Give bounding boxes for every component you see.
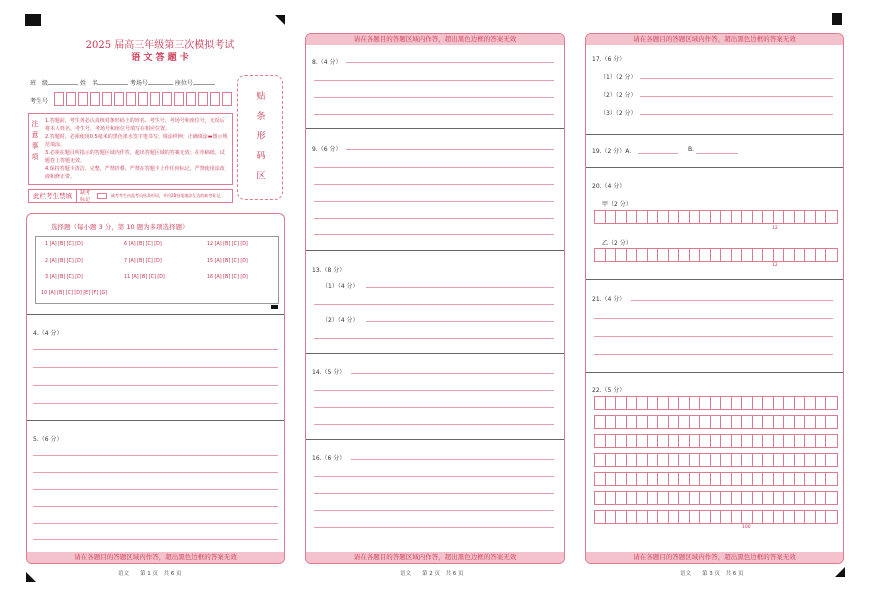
q19-a-field[interactable] (638, 153, 678, 154)
choice-row-item[interactable]: 3 [A] [B] [C] [D] (45, 275, 83, 280)
q22-count: 100 (742, 525, 751, 530)
exam-no-row (30, 92, 234, 108)
separator (586, 372, 843, 373)
notice-bar: 请在各题目的答题区域内作答，超出黑色边框的答案无效 (306, 34, 564, 45)
absent-mark-box[interactable] (97, 193, 107, 199)
choice-row-item[interactable]: 16 [A] [B] [C] [D] (207, 275, 248, 280)
corner-mark (25, 14, 41, 26)
choice-marker (271, 305, 278, 309)
notice-title: 注意事项 (31, 120, 39, 164)
q20-a-label: 甲（2 分） (602, 201, 632, 208)
notice-item: 3.必须在题目所指示的答题区域内作答，超出答题区域的答案无效；在草稿纸、试题卷上答题无效。 (45, 150, 225, 164)
page-footer: 语文 第 2 页 共 6 页 (400, 571, 464, 577)
choice-row-item[interactable]: 12 [A] [B] [C] [D] (207, 242, 248, 247)
q19-b-label: B. (688, 146, 695, 153)
q20-a-count: 12 (772, 226, 778, 231)
q17-1-label: （1）（2 分） (600, 74, 637, 81)
notice-bar: 请在各题目的答题区域内作答，超出黑色边框的答案无效 (586, 552, 843, 563)
separator (586, 134, 843, 135)
separator (27, 420, 284, 421)
panel-page3 (585, 33, 844, 564)
class-label: 班 级 (30, 80, 49, 87)
exam-room-label: 考场号 (129, 80, 148, 87)
q21-label: 21.（4 分） (592, 296, 626, 303)
exam-room-field[interactable] (148, 84, 173, 85)
q9-label: 9.（6 分） (312, 146, 342, 153)
choice-title: 选择题（每小题 3 分，第 10 题为多项选择题） (51, 223, 189, 231)
notice-box (28, 113, 233, 185)
separator (306, 250, 564, 251)
q20-b-count: 12 (772, 263, 778, 268)
q16-label: 16.（6 分） (312, 455, 346, 462)
absent-mark-label: 缺考标记 (80, 190, 91, 203)
q20-b-label: 乙（2 分） (602, 240, 632, 247)
info-row (30, 78, 215, 87)
seat-field[interactable] (193, 84, 215, 85)
choice-row-item[interactable]: 6 [A] [B] [C] [D] (124, 242, 162, 247)
q4-label: 4.（4 分） (33, 330, 63, 337)
page-footer: 语文 第 1 页 共 6 页 (118, 571, 182, 577)
seat-label: 座位号 (174, 80, 193, 87)
notice-item: 4.保持答题卡清洁、完整，严禁折叠，严禁在答题卡上作任何标记，严禁使用涂改液和修正带。 (45, 166, 225, 180)
corner-triangle (835, 567, 845, 577)
barcode-label: 贴 条 形 码 区 (254, 91, 265, 184)
choice-row-item[interactable]: 10 [A] [B] [C] [D] [E] [F] [G] (41, 291, 108, 296)
q13-label: 13.（8 分） (312, 267, 346, 274)
separator (27, 314, 284, 315)
separator (586, 279, 843, 280)
notice-list (41, 114, 232, 184)
q13-2-label: （2）（4 分） (322, 317, 359, 324)
corner-mark (832, 13, 842, 25)
barcode-area (237, 75, 283, 200)
panel-page1 (26, 213, 285, 564)
name-field[interactable] (98, 84, 128, 85)
choice-row-item[interactable]: 7 [A] [B] [C] [D] (124, 259, 162, 264)
exam-title: 2025 届高三年级第三次模拟考试 (85, 40, 235, 51)
choice-row-item[interactable]: 11 [A] [B] [C] [D] (124, 275, 165, 280)
page-footer: 语文 第 3 页 共 6 页 (680, 571, 744, 577)
q17-2-label: （2）（2 分） (600, 92, 637, 99)
separator (586, 167, 843, 168)
q22-label: 22.（5 分） (592, 387, 626, 394)
panel-page2 (305, 33, 565, 564)
separator (306, 128, 564, 129)
choice-row-item[interactable]: 15 [A] [B] [C] [D] (207, 259, 248, 264)
q20-b-grid[interactable] (594, 248, 838, 262)
choice-row-item[interactable]: 1 [A] [B] [C] [D] (45, 242, 83, 247)
q17-3-label: （3）（2 分） (600, 110, 637, 117)
corner-triangle (275, 15, 285, 25)
exam-no-boxes[interactable] (54, 92, 234, 108)
corner-triangle (26, 572, 36, 582)
q17-label: 17.（6 分） (592, 56, 626, 63)
card-subtitle: 语 文 答 题 卡 (131, 53, 189, 63)
class-field[interactable] (48, 84, 78, 85)
exam-no-label: 考生号 (30, 97, 49, 105)
forbidden-text: 缺考考生由监考员贴条形码，并用2B铅笔填涂左边的缺考标记。 (111, 193, 225, 198)
separator (306, 353, 564, 354)
notice-bar: 请在各题目的答题区域内作答，超出黑色边框的答案无效 (27, 552, 284, 563)
q19-b-field[interactable] (696, 153, 738, 154)
q20-a-grid[interactable] (594, 210, 838, 224)
notice-item: 2.答题时，必须使用0.5毫米的黑色墨水签字笔书写；填涂样例：正确填涂▬图示规范填涂。 (45, 134, 228, 148)
q5-label: 5.（6 分） (33, 436, 63, 443)
notice-bar: 请在各题目的答题区域内作答，超出黑色边框的答案无效 (306, 552, 564, 563)
notice-item: 1.答题前，考生务必认真核对条形码上的姓名、考生号、考场号和座位号，无误后将本人姓名、考生号、考场号和座位号填写在相应位置。 (45, 118, 225, 132)
separator (306, 439, 564, 440)
q8-label: 8.（4 分） (312, 59, 342, 66)
choice-row-item[interactable]: 2 [A] [B] [C] [D] (45, 259, 83, 264)
q19-label: 19.（2 分）A. (592, 148, 632, 155)
forbidden-row (28, 189, 233, 203)
name-label: 姓 名 (79, 80, 98, 87)
q20-label: 20.（4 分） (592, 183, 626, 190)
q14-label: 14.（5 分） (312, 369, 346, 376)
forbidden-label: 此栏考生禁填 (29, 190, 77, 202)
q13-1-label: （1）（4 分） (322, 283, 359, 290)
notice-bar: 请在各题目的答题区域内作答，超出黑色边框的答案无效 (586, 34, 843, 45)
choice-section (27, 214, 284, 317)
